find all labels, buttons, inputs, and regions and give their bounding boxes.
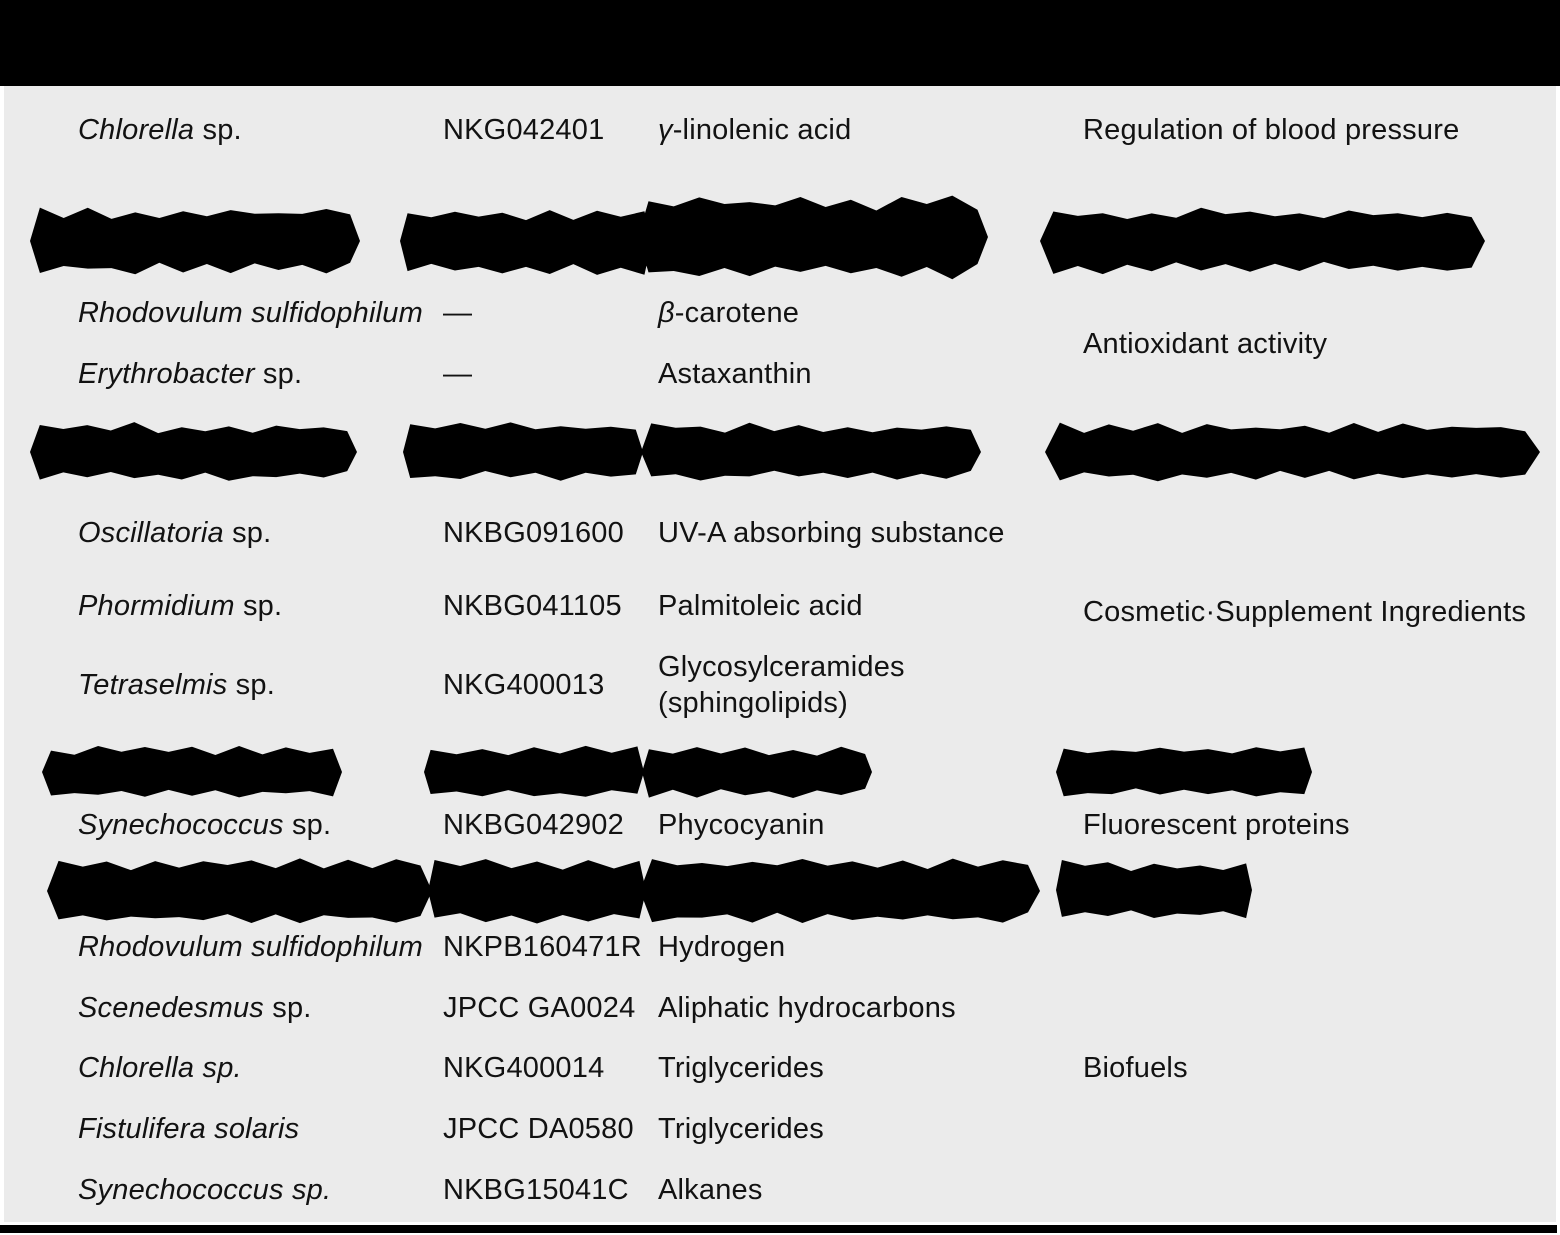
- product-text: -linolenic acid: [672, 114, 852, 146]
- redaction-blob: [403, 420, 643, 484]
- application-label: Antioxidant activity: [1083, 328, 1328, 360]
- species-suffix: sp.: [223, 517, 272, 549]
- strain-cell: JPCC DA0580: [443, 1113, 634, 1145]
- redaction-blob: [30, 420, 357, 484]
- species-cell: [78, 990, 312, 1026]
- application-label: Regulation of blood pressure: [1083, 114, 1460, 146]
- redaction-blob: [638, 192, 988, 282]
- product-cell: UV-A absorbing substance: [658, 517, 1005, 549]
- species-name: Synechococcus: [78, 809, 284, 841]
- strain-cell: JPCC GA0024: [443, 992, 636, 1024]
- product-cell: Triglycerides: [658, 1113, 824, 1145]
- strain-cell: NKG400014: [443, 1052, 605, 1084]
- species-name: Synechococcus sp.: [78, 1174, 332, 1206]
- strain-cell: NKPB160471R: [443, 931, 642, 963]
- species-suffix: sp.: [254, 358, 303, 390]
- species-name: Phormidium: [78, 590, 235, 622]
- product-line1: Glycosylceramides: [658, 651, 905, 683]
- strain-cell: NKBG042902: [443, 809, 624, 841]
- species-name: Rhodovulum sulfidophilum: [78, 931, 423, 963]
- product-cell: Hydrogen: [658, 931, 786, 963]
- species-cell: [78, 1172, 331, 1208]
- product-greek: β: [658, 297, 675, 329]
- product-line2: (sphingolipids): [658, 687, 848, 719]
- strain-cell: NKBG15041C: [443, 1174, 629, 1206]
- redaction-blob: [42, 744, 342, 800]
- application-label: Fluorescent proteins: [1083, 809, 1350, 841]
- species-suffix: sp.: [234, 590, 283, 622]
- species-suffix: sp.: [263, 992, 312, 1024]
- strain-cell: NKG400013: [443, 669, 605, 701]
- species-cell: [78, 112, 242, 148]
- product-cell: Triglycerides: [658, 1052, 824, 1084]
- species-cell: [78, 356, 302, 392]
- product-cell: [658, 112, 851, 148]
- redaction-blob: [640, 856, 1040, 926]
- strain-cell: NKBG091600: [443, 517, 624, 549]
- species-cell: [78, 807, 331, 843]
- redacted-header-bar: [0, 0, 1560, 86]
- product-cell: Palmitoleic acid: [658, 590, 863, 622]
- application-label: Cosmetic·Supplement Ingredients: [1083, 596, 1527, 628]
- strain-cell: NKBG041105: [443, 590, 622, 622]
- species-name: Tetraselmis: [78, 669, 228, 701]
- species-name: Chlorella: [78, 114, 195, 146]
- strain-cell: NKG042401: [443, 114, 605, 146]
- strain-cell: —: [443, 297, 473, 329]
- species-cell: [78, 295, 423, 331]
- species-suffix: sp.: [194, 114, 242, 146]
- species-cell: [78, 588, 282, 624]
- species-suffix: sp.: [283, 809, 332, 841]
- species-name: Chlorella sp.: [78, 1052, 242, 1084]
- product-cell: Astaxanthin: [658, 358, 812, 390]
- product-cell: Aliphatic hydrocarbons: [658, 992, 956, 1024]
- product-cell: Alkanes: [658, 1174, 763, 1206]
- species-name: Erythrobacter: [78, 358, 255, 390]
- species-name: Rhodovulum sulfidophilum: [78, 297, 423, 329]
- species-name: Fistulifera solaris: [78, 1113, 300, 1145]
- species-name: Oscillatoria: [78, 517, 224, 549]
- species-cell: [78, 1050, 242, 1086]
- product-cell: [658, 649, 905, 721]
- strain-cell: —: [443, 358, 473, 390]
- redaction-blob: [641, 420, 981, 484]
- species-cell: [78, 515, 271, 551]
- application-label: Biofuels: [1083, 1052, 1188, 1084]
- product-greek: γ: [658, 114, 673, 146]
- species-suffix: sp.: [227, 669, 275, 701]
- redaction-blob: [30, 205, 360, 277]
- species-cell: [78, 1111, 299, 1147]
- species-cell: [78, 667, 275, 703]
- product-cell: Phycocyanin: [658, 809, 825, 841]
- table-bottom-rule: [0, 1225, 1557, 1233]
- species-name: Scenedesmus: [78, 992, 264, 1024]
- species-cell: [78, 929, 423, 965]
- product-cell: [658, 295, 799, 331]
- product-text: -carotene: [674, 297, 800, 329]
